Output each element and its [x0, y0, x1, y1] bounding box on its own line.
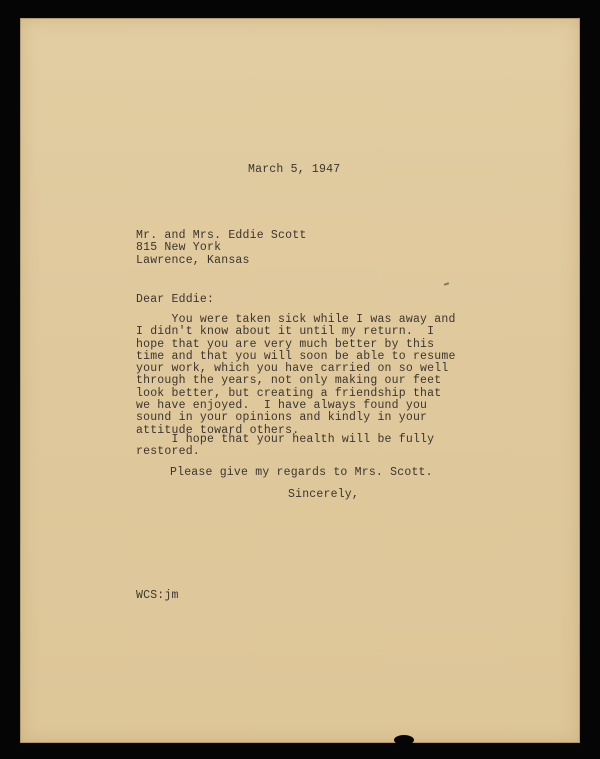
ink-mark [444, 282, 449, 286]
text-line: through the years, not only making our feet [136, 374, 442, 388]
text-line: look better, but creating a friendship that [136, 386, 442, 400]
text-line: I didn't know about it until my return. I [136, 325, 435, 339]
address-line: 815 New York [136, 241, 222, 255]
text-line: we have enjoyed. I have always found you [136, 399, 428, 413]
body-paragraph-2 [136, 434, 434, 459]
recipient-address [136, 230, 306, 267]
address-line: Lawrence, Kansas [136, 253, 250, 267]
closing: Sincerely, [288, 488, 360, 501]
salutation: Dear Eddie: [136, 293, 215, 306]
text-line: attitude toward others. [136, 423, 300, 437]
text-line: time and that you will soon be able to resume [136, 349, 456, 363]
reference-initials: WCS:jm [136, 589, 179, 602]
letter-page [20, 18, 580, 743]
text-line: I hope that your health will be fully [136, 433, 435, 446]
scan-blot [394, 735, 414, 745]
text-line: restored. [136, 445, 200, 459]
body-paragraph-1 [136, 314, 456, 437]
text-line: hope that you are very much better by this [136, 337, 435, 351]
text-line: sound in your opinions and kindly in your [136, 411, 428, 425]
text-line: your work, which you have carried on so well [136, 362, 449, 376]
body-paragraph-3: Please give my regards to Mrs. Scott. [170, 466, 433, 479]
text-line: You were taken sick while I was away and [136, 313, 456, 326]
address-line: Mr. and Mrs. Eddie Scott [136, 229, 307, 242]
letter-date: March 5, 1947 [248, 163, 341, 176]
